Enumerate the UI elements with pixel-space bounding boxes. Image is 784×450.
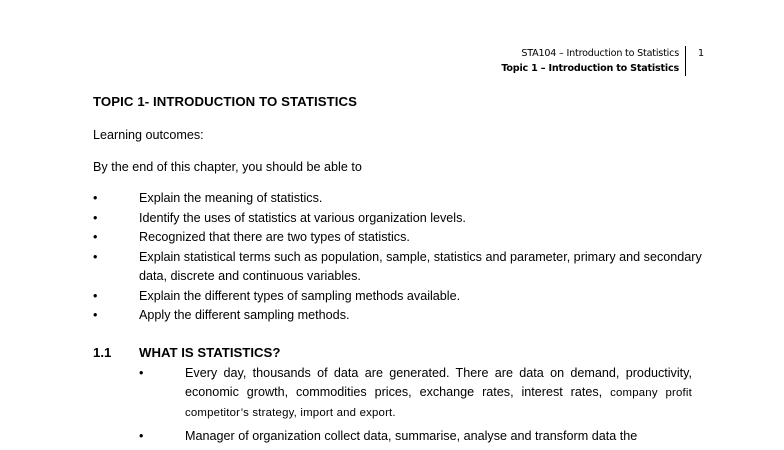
bullet-icon: •	[139, 429, 144, 443]
section-heading: WHAT IS STATISTICS?	[139, 345, 281, 360]
list-item	[93, 189, 705, 209]
learning-outcomes-list	[93, 189, 705, 326]
section-point-text: Every day, thousands of data are generated. There are data on demand, productivity, economic growth, commodities prices, exchange rates, interest rates,	[185, 366, 692, 399]
bullet-icon: •	[93, 308, 98, 322]
list-item-text: Apply the different sampling methods.	[139, 308, 350, 322]
list-item	[93, 228, 705, 248]
list-item	[139, 427, 692, 446]
header-topic-line: Topic 1 – Introduction to Statistics	[501, 63, 679, 74]
section-point-text: Manager of organization collect data, summarise, analyse and transform data the	[185, 429, 638, 443]
bullet-icon: •	[93, 249, 98, 264]
list-item	[139, 364, 692, 423]
bullet-icon: •	[93, 288, 98, 303]
bullet-icon: •	[93, 230, 98, 244]
header-course-line: STA104 – Introduction to Statistics	[521, 48, 679, 59]
page-number: 1	[698, 48, 705, 59]
section-points-list	[139, 364, 692, 450]
list-item-text: Explain the different types of sampling methods available.	[139, 288, 461, 303]
list-item	[93, 248, 705, 287]
learning-outcomes-label: Learning outcomes:	[93, 128, 204, 142]
intro-paragraph: By the end of this chapter, you should be able to	[93, 160, 362, 174]
running-header	[501, 46, 686, 76]
list-item	[93, 287, 705, 307]
bullet-icon: •	[93, 210, 98, 225]
list-item-text: Explain the meaning of statistics.	[139, 191, 323, 205]
page-title: TOPIC 1- INTRODUCTION TO STATISTICS	[93, 94, 358, 109]
section-point-tail: company profit competitor’s strategy, import and export.	[185, 387, 692, 419]
list-item	[93, 306, 705, 326]
section-number: 1.1	[93, 345, 112, 360]
bullet-icon: •	[93, 191, 98, 205]
list-item-text: Identify the uses of statistics at various organization levels.	[139, 210, 466, 225]
list-item-text: Explain statistical terms such as population, sample, statistics and parameter, primary and secondary data, discrete and continuous variables.	[139, 249, 702, 283]
list-item	[93, 209, 705, 229]
bullet-icon: •	[139, 366, 144, 380]
list-item-text: Recognized that there are two types of statistics.	[139, 230, 410, 244]
